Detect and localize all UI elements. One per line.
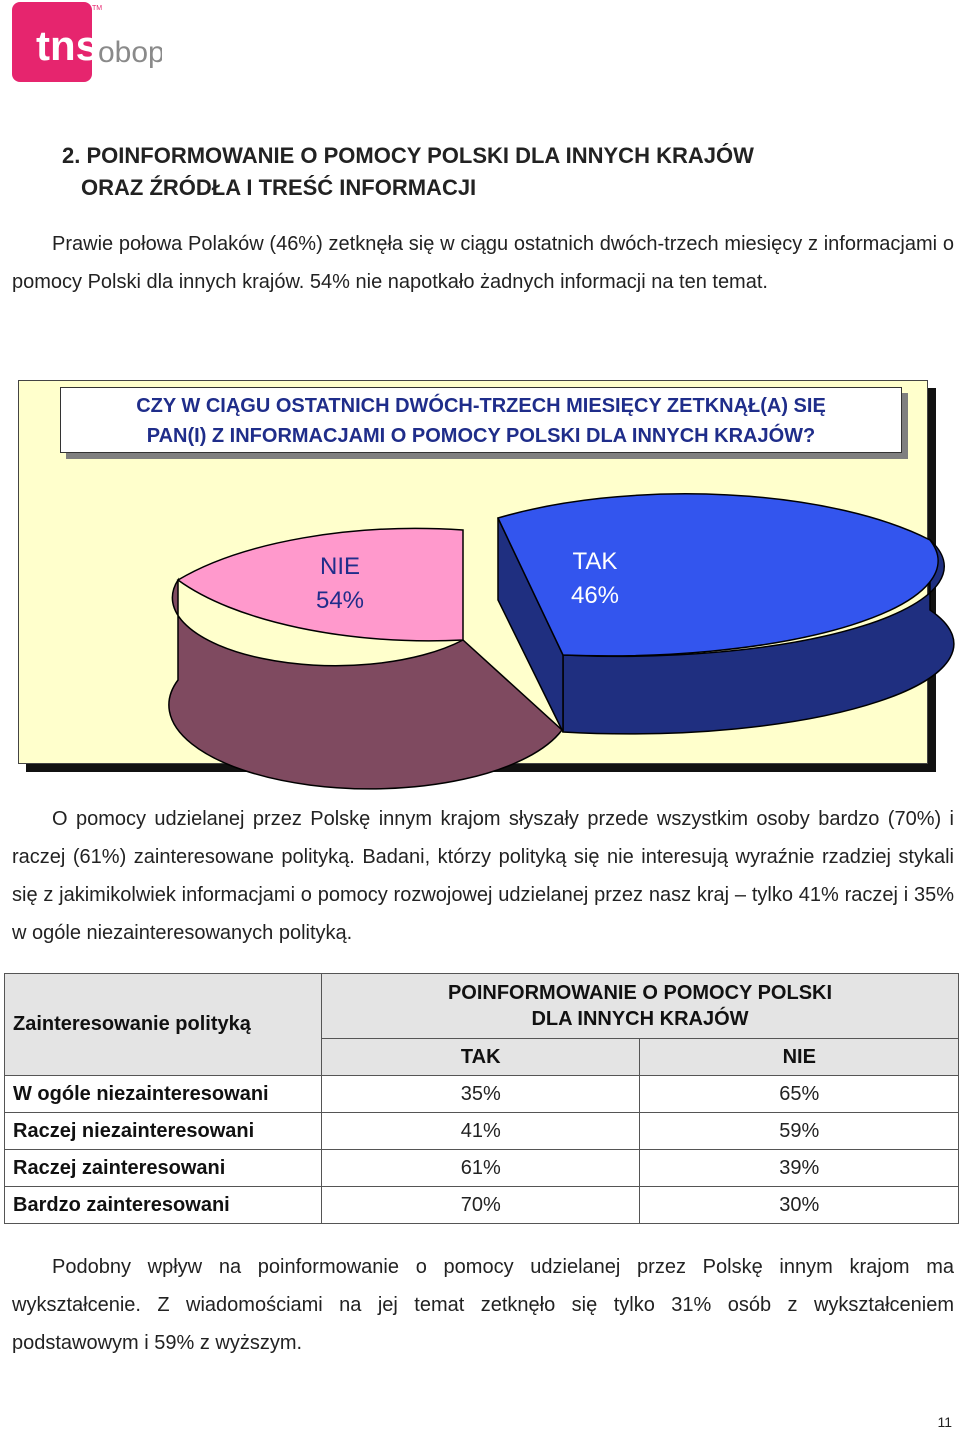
tak-value: 46% xyxy=(570,582,620,609)
table-header-line1: POINFORMOWANIE O POMOCY POLSKI xyxy=(447,982,833,1004)
logo-brand: tns xyxy=(36,22,99,69)
section-number: 2. xyxy=(62,143,81,168)
chart-question-line2: PAN(I) Z INFORMACJAMI O POMOCY POLSKI DLA INNYCH KRAJÓW? xyxy=(146,425,816,447)
table-header-line2: DLA INNYCH KRAJÓW xyxy=(531,1008,749,1030)
row-tak: 35% xyxy=(322,1076,640,1113)
row-nie: 65% xyxy=(640,1076,959,1113)
paragraph-3 xyxy=(12,1248,954,1362)
paragraph-3-text: Podobny wpływ na poinformowanie o pomocy udzielanej przez Polskę innym krajom ma wykształcenie. Z wiadomościami na jej temat zetknęło się tylko 31% osób z wykształceniem podstawowym i 59% z wyższym. xyxy=(12,1256,954,1354)
row-nie: 30% xyxy=(640,1187,959,1224)
page-number: 11 xyxy=(937,1414,952,1430)
row-label: Raczej zainteresowani xyxy=(5,1150,322,1187)
tak-category: TAK xyxy=(572,548,618,575)
logo-tm: TM xyxy=(92,5,103,12)
intro-text: Prawie połowa Polaków (46%) zetknęła się w ciągu ostatnich dwóch-trzech miesięcy z informacjami o pomocy Polski dla innych krajów. 54% nie napotkało żadnych informacji na ten temat. xyxy=(12,233,954,293)
tak-label xyxy=(545,545,645,613)
section-title-line1: POINFORMOWANIE O POMOCY POLSKI DLA INNYCH KRAJÓW xyxy=(86,143,754,168)
table-col-nie: NIE xyxy=(640,1039,959,1076)
nie-label xyxy=(290,550,390,618)
chart-question-line1: CZY W CIĄGU OSTATNICH DWÓCH-TRZECH MIESIĘCY ZETKNĄŁ(A) SIĘ xyxy=(136,395,826,417)
row-tak: 70% xyxy=(322,1187,640,1224)
row-label: W ogóle niezainteresowani xyxy=(5,1076,322,1113)
table-row xyxy=(5,1113,959,1150)
section-title-line2: ORAZ ŹRÓDŁA I TREŚĆ INFORMACJI xyxy=(81,175,477,200)
logo-sub: obop xyxy=(98,36,162,69)
row-tak: 61% xyxy=(322,1150,640,1187)
table-header-main xyxy=(322,974,959,1039)
row-tak: 41% xyxy=(322,1113,640,1150)
row-nie: 39% xyxy=(640,1150,959,1187)
table-row xyxy=(5,1187,959,1224)
table-row xyxy=(5,1150,959,1187)
table-col-tak: TAK xyxy=(322,1039,640,1076)
results-table-wrap xyxy=(4,973,959,1224)
results-table xyxy=(4,973,959,1224)
table-corner: Zainteresowanie polityką xyxy=(5,974,322,1076)
row-nie: 59% xyxy=(640,1113,959,1150)
paragraph-2-text: O pomocy udzielanej przez Polskę innym krajom słyszały przede wszystkim osoby bardzo (70%) i raczej (61%) zainteresowane polityką. Badani, którzy polityką się nie interesują wyraźnie rzadziej stykali się z jakimikolwiek informacjami o pomocy rozwojowej udzielanej przez nasz kraj – tylko 41% raczej i 35% w ogóle niezainteresowanych polityką. xyxy=(12,808,954,944)
nie-value: 54% xyxy=(315,587,365,614)
row-label: Raczej niezainteresowani xyxy=(5,1113,322,1150)
paragraph-2 xyxy=(12,800,954,952)
nie-category: NIE xyxy=(319,553,360,580)
table-row xyxy=(5,1076,959,1113)
row-label: Bardzo zainteresowani xyxy=(5,1187,322,1224)
